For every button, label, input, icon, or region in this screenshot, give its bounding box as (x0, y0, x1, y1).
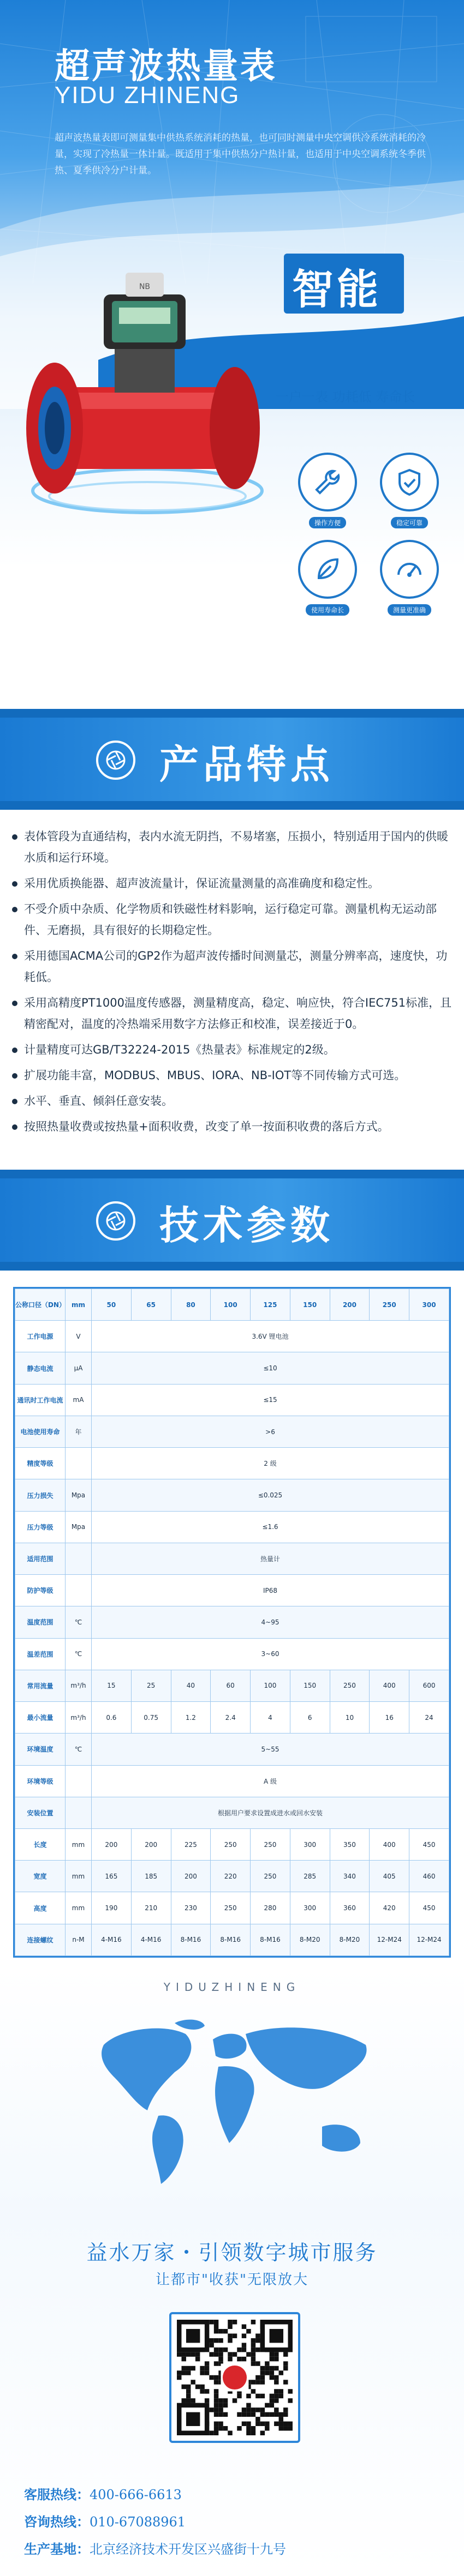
param-value: 100 (211, 1289, 251, 1321)
feature-easy-operation: 操作方便 (295, 453, 360, 528)
table-row (15, 1861, 449, 1892)
param-value: 280 (251, 1892, 290, 1924)
leaf-icon (312, 554, 343, 585)
qr-code-image (177, 2320, 293, 2435)
param-name: 适用范围 (15, 1543, 66, 1574)
param-name: 压力损失 (15, 1479, 66, 1511)
param-value: 225 (171, 1828, 211, 1860)
param-value: 80 (171, 1289, 211, 1321)
param-value: 250 (211, 1828, 251, 1860)
hero-tagline: 一户一表 功耗低 寿命长 (276, 389, 415, 405)
param-value-merged: 热量计 (92, 1543, 449, 1574)
specs-title: 技术参数 (159, 1202, 335, 1248)
param-value: 450 (409, 1892, 449, 1924)
param-value: 400 (370, 1828, 409, 1860)
wrench-icon (312, 467, 343, 497)
param-value: 210 (131, 1892, 171, 1924)
param-value-merged: 3~60 (92, 1638, 449, 1670)
param-unit: mA (66, 1384, 92, 1416)
param-value: 340 (330, 1861, 370, 1892)
param-value: 12-M24 (370, 1924, 409, 1955)
hotline-consult: 咨询热线：010-67088961 (24, 2514, 186, 2530)
list-item: 表体管段为直通结构，表内水流无阴挡，不易堵塞，压损小，特别适用于国内的供暖水质和运行环境。 (12, 826, 453, 869)
param-name: 安装位置 (15, 1797, 66, 1828)
list-item: 计量精度可达GB/T32224-2015《热量表》标准规定的2级。 (12, 1039, 453, 1061)
table-row (15, 1575, 449, 1606)
param-value: 12-M24 (409, 1924, 449, 1955)
feature-long-life: 使用寿命长 (295, 540, 360, 616)
param-value: 24 (409, 1702, 449, 1734)
param-value: 8-M16 (171, 1924, 211, 1955)
param-unit (66, 1448, 92, 1479)
param-value: 350 (330, 1828, 370, 1860)
param-name: 温差范围 (15, 1638, 66, 1670)
param-unit (66, 1765, 92, 1797)
param-unit (66, 1797, 92, 1828)
param-value-merged: 4~95 (92, 1606, 449, 1638)
table-header-row (15, 1289, 449, 1321)
param-name: 常用流量 (15, 1670, 66, 1701)
list-item: 采用高精度PT1000温度传感器，测量精度高，稳定、响应快，符合IEC751标准，且精密配对，温度的冷热端采用数字方法修正和校准，误差接近于0。 (12, 992, 453, 1035)
table-row (15, 1416, 449, 1447)
param-value: 250 (251, 1861, 290, 1892)
param-name: 环境温度 (15, 1734, 66, 1765)
param-value: 250 (251, 1828, 290, 1860)
param-value: 60 (211, 1670, 251, 1701)
param-unit (66, 1543, 92, 1574)
smart-badge: 智能 (292, 265, 382, 314)
param-name: 通讯时工作电流 (15, 1384, 66, 1416)
param-value: 600 (409, 1670, 449, 1701)
param-unit: Mpa (66, 1479, 92, 1511)
param-value-merged: ≤0.025 (92, 1479, 449, 1511)
param-value: 165 (92, 1861, 132, 1892)
features-title: 产品特点 (159, 742, 335, 787)
param-unit: Mpa (66, 1511, 92, 1543)
gauge-icon (394, 554, 425, 585)
param-value: 100 (251, 1670, 290, 1701)
product-title: 超声波热量表 (55, 46, 277, 87)
spec-table (15, 1289, 449, 1956)
param-value-merged: IP68 (92, 1575, 449, 1606)
param-unit: 年 (66, 1416, 92, 1447)
param-unit: m³/h (66, 1702, 92, 1734)
param-name: 高度 (15, 1892, 66, 1924)
param-value-merged: ≤10 (92, 1352, 449, 1384)
list-item: 不受介质中杂质、化学物质和铁磁性材料影响，运行稳定可靠。测量机构无运动部件、无磨损，具有很好的长期稳定性。 (12, 899, 453, 941)
param-value-merged: ≤1.6 (92, 1511, 449, 1543)
param-value: 1.2 (171, 1702, 211, 1734)
param-value-merged: ≤15 (92, 1384, 449, 1416)
table-row (15, 1352, 449, 1384)
param-value: 8-M20 (330, 1924, 370, 1955)
features-banner (0, 709, 464, 810)
table-row (15, 1543, 449, 1574)
param-name: 温度范围 (15, 1606, 66, 1638)
table-row (15, 1797, 449, 1828)
param-name: 公称口径（DN） (15, 1289, 66, 1321)
feature-reliable: 稳定可靠 (377, 453, 442, 528)
param-value: 6 (290, 1702, 330, 1734)
param-name: 环境等级 (15, 1765, 66, 1797)
param-name: 最小流量 (15, 1702, 66, 1734)
param-unit: ℃ (66, 1606, 92, 1638)
feature-accurate: 测量更准确 (377, 540, 442, 616)
param-value: 200 (131, 1828, 171, 1860)
param-name: 连接螺纹 (15, 1924, 66, 1955)
param-name: 精度等级 (15, 1448, 66, 1479)
brand-subtitle: YIDU ZHINENG (55, 82, 240, 109)
param-value: 250 (330, 1670, 370, 1701)
table-row (15, 1702, 449, 1734)
param-value: 400 (370, 1670, 409, 1701)
param-value-merged: 3.6V 锂电池 (92, 1321, 449, 1352)
param-value: 285 (290, 1861, 330, 1892)
slogan-secondary: 让都市"收获"无限放大 (156, 2272, 308, 2288)
param-name: 防护等级 (15, 1575, 66, 1606)
param-value: 15 (92, 1670, 132, 1701)
aperture-icon (96, 741, 135, 780)
table-row (15, 1892, 449, 1924)
table-row (15, 1321, 449, 1352)
param-value: 150 (290, 1289, 330, 1321)
param-unit: mm (66, 1828, 92, 1860)
param-unit: m³/h (66, 1670, 92, 1701)
param-value: 150 (290, 1670, 330, 1701)
param-value: 450 (409, 1828, 449, 1860)
param-value: 360 (330, 1892, 370, 1924)
table-row (15, 1511, 449, 1543)
param-value: 40 (171, 1670, 211, 1701)
param-value: 405 (370, 1861, 409, 1892)
world-map-image (82, 2012, 388, 2192)
footer-section (0, 1969, 464, 2576)
specs-banner (0, 1170, 464, 1271)
param-value: 185 (131, 1861, 171, 1892)
heat-meter-image (22, 251, 284, 534)
param-name: 电池使用寿命 (15, 1416, 66, 1447)
param-value: 200 (92, 1828, 132, 1860)
param-value: 125 (251, 1289, 290, 1321)
param-unit (66, 1575, 92, 1606)
param-value: 0.6 (92, 1702, 132, 1734)
table-row (15, 1479, 449, 1511)
param-value-merged: 根据用户要求设置成进水或回水安装 (92, 1797, 449, 1828)
list-item: 按照热量收费或按热量+面积收费，改变了单一按面积收费的落后方式。 (12, 1116, 453, 1137)
spec-table-container (13, 1287, 451, 1958)
hotline-service: 客服热线：400-666-6613 (24, 2487, 182, 2502)
aperture-icon (96, 1201, 135, 1241)
param-name: 长度 (15, 1828, 66, 1860)
param-unit: ℃ (66, 1638, 92, 1670)
param-unit: mm (66, 1289, 92, 1321)
param-value: 250 (370, 1289, 409, 1321)
param-value: 4-M16 (92, 1924, 132, 1955)
param-value: 4-M16 (131, 1924, 171, 1955)
param-unit: ℃ (66, 1734, 92, 1765)
param-value: 200 (330, 1289, 370, 1321)
param-value: 8-M16 (251, 1924, 290, 1955)
param-value: 230 (171, 1892, 211, 1924)
table-row (15, 1924, 449, 1955)
hero-section (0, 0, 464, 709)
list-item: 水平、垂直、倾斜任意安装。 (12, 1091, 453, 1112)
param-value: 250 (211, 1892, 251, 1924)
param-value: 460 (409, 1861, 449, 1892)
param-value: 8-M20 (290, 1924, 330, 1955)
param-unit: μA (66, 1352, 92, 1384)
param-value-merged: 5~55 (92, 1734, 449, 1765)
list-item: 采用优质换能器、超声波流量计，保证流量测量的高准确度和稳定性。 (12, 873, 453, 894)
shield-check-icon (394, 467, 425, 497)
param-name: 宽度 (15, 1861, 66, 1892)
param-value-merged: >6 (92, 1416, 449, 1447)
list-item: 采用德国ACMA公司的GP2作为超声波传播时间测量芯，测量分辨率高，速度快，功耗低。 (12, 946, 453, 988)
table-row (15, 1606, 449, 1638)
param-unit: V (66, 1321, 92, 1352)
table-row (15, 1670, 449, 1701)
param-value: 8-M16 (211, 1924, 251, 1955)
param-value: 0.75 (131, 1702, 171, 1734)
param-value: 200 (171, 1861, 211, 1892)
param-value: 2.4 (211, 1702, 251, 1734)
svg-text:NB: NB (139, 282, 151, 291)
table-row (15, 1734, 449, 1765)
list-item: 扩展功能丰富，MODBUS、MBUS、IORA、NB-IOT等不同传输方式可选。 (12, 1065, 453, 1086)
param-name: 静态电流 (15, 1352, 66, 1384)
features-list (12, 826, 453, 1142)
table-row (15, 1765, 449, 1797)
production-base: 生产基地：北京经济技术开发区兴盛街十九号 (24, 2541, 286, 2557)
param-value: 300 (290, 1892, 330, 1924)
param-value-merged: 2 级 (92, 1448, 449, 1479)
param-unit: mm (66, 1892, 92, 1924)
param-value: 16 (370, 1702, 409, 1734)
param-value: 190 (92, 1892, 132, 1924)
table-row (15, 1384, 449, 1416)
param-value: 50 (92, 1289, 132, 1321)
param-value-merged: A 级 (92, 1765, 449, 1797)
param-value: 220 (211, 1861, 251, 1892)
param-value: 65 (131, 1289, 171, 1321)
qr-code[interactable] (169, 2312, 300, 2443)
param-unit: n-M (66, 1924, 92, 1955)
table-row (15, 1448, 449, 1479)
param-unit: mm (66, 1861, 92, 1892)
table-row (15, 1828, 449, 1860)
brand-pinyin: YIDUZHINENG (163, 1981, 301, 1994)
product-description: 超声波热量表即可测量集中供热系统消耗的热量，也可同时测量中央空调供冷系统消耗的冷量，实现了冷热量一体计量。既适用于集中供热分户热计量，也适用于中央空调系统冬季供热、夏季供冷分户计量。 (55, 133, 426, 176)
param-value: 300 (409, 1289, 449, 1321)
param-value: 25 (131, 1670, 171, 1701)
slogan-primary: 益水万家・引领数字城市服务 (86, 2241, 378, 2265)
table-row (15, 1638, 449, 1670)
param-value: 10 (330, 1702, 370, 1734)
param-value: 4 (251, 1702, 290, 1734)
param-name: 压力等级 (15, 1511, 66, 1543)
param-value: 420 (370, 1892, 409, 1924)
param-value: 300 (290, 1828, 330, 1860)
param-name: 工作电源 (15, 1321, 66, 1352)
